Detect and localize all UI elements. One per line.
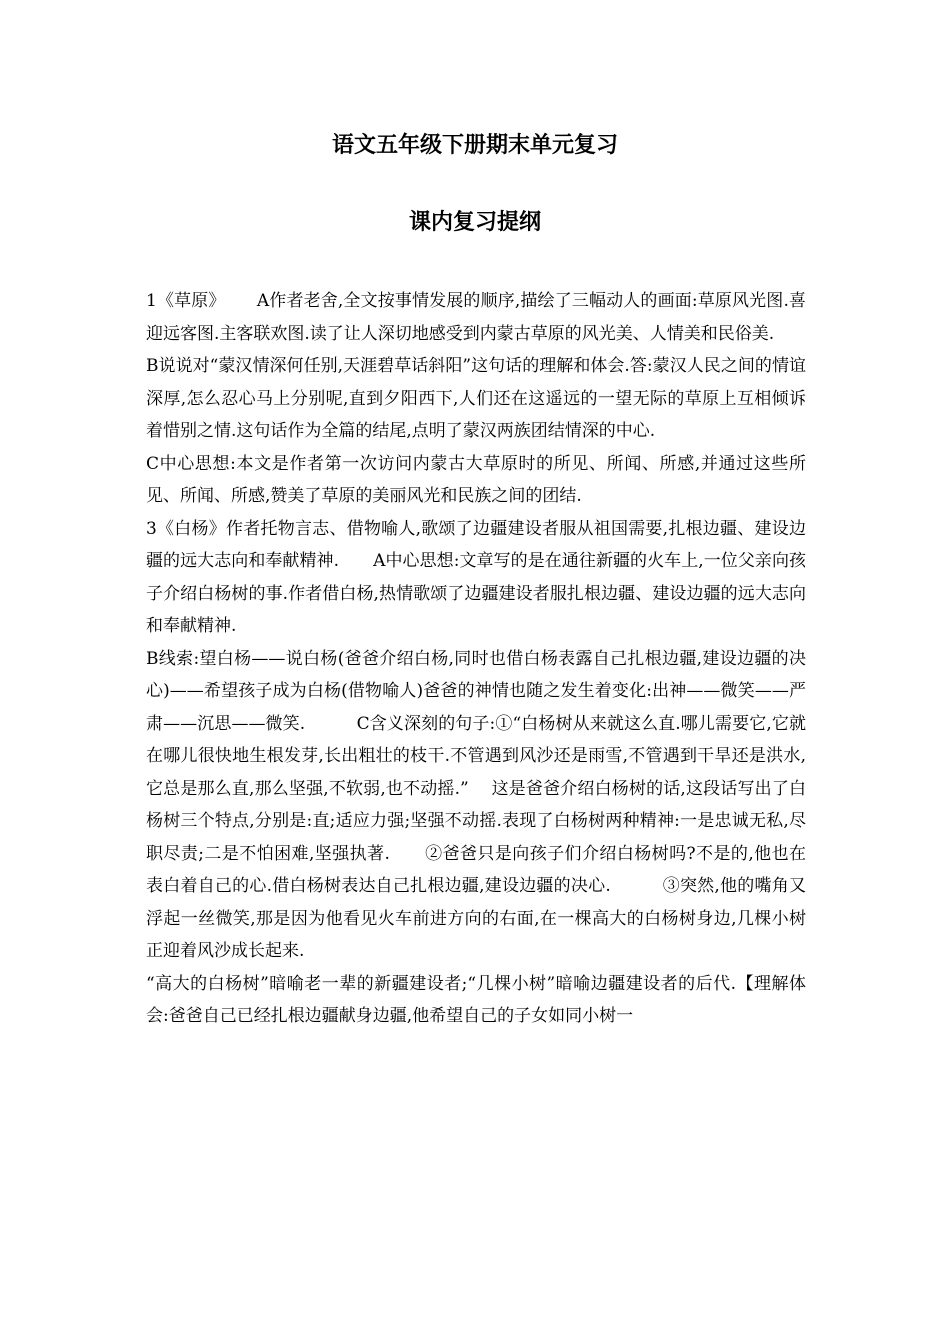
- paragraph-baiyang-c: “高大的白杨树”暗喻老一辈的新疆建设者;“几棵小树”暗喻边疆建设者的后代.【理解体会:爸爸自己已经扎根边疆献身边疆,他希望自己的子女如同小树一: [146, 973, 806, 1026]
- page-title: 语文五年级下册期末单元复习: [331, 133, 618, 158]
- paragraph-baiyang-a: 3《白杨》作者托物言志、借物喻人,歌颂了边疆建设者服从祖国需要,扎根边疆、建设边疆的远大志向和奉献精神. A中心思想:文章写的是在通往新疆的火车上,一位父亲向孩子介绍白杨树的事.作者借白杨,热情歌颂了边疆建设者服扎根边疆、建设边疆的远大志向和奉献精神.: [146, 518, 806, 636]
- paragraph-caoyuan-b: B说说对“蒙汉情深何任别,天涯碧草话斜阳”这句话的理解和体会.答:蒙汉人民之间的情谊深厚,怎么忍心马上分别呢,直到夕阳西下,人们还在这遥远的一望无际的草原上互相倾诉着惜别之情.这句话作为全篇的结尾,点明了蒙汉两族团结情深的中心.: [146, 356, 806, 441]
- document-body: [146, 285, 806, 1033]
- page-subtitle: 课内复习提纲: [408, 210, 541, 235]
- paragraph-baiyang-b: B线索:望白杨——说白杨(爸爸介绍白杨,同时也借白杨表露自己扎根边疆,建设边疆的决心)——希望孩子成为白杨(借物喻人)爸爸的神情也随之发生着变化:出神——微笑——严肃——沉思——微笑. C含义深刻的句子:①“白杨树从来就这么直.哪儿需要它,它就在哪儿很快地生根发芽,长出粗壮的枝干.不管遇到风沙还是雨雪,不管遇到干旱还是洪水,它总是那么直,那么坚强,不软弱,也不动摇.” 这是爸爸介绍白杨树的话,这段话写出了白杨树三个特点,分别是:直;适应力强;坚强不动摇.表现了白杨树两种精神:一是忠诚无私,尽职尽责;二是不怕困难,坚强执著. ②爸爸只是向孩子们介绍白杨树吗?不是的,他也在表白着自己的心.借白杨树表达自己扎根边疆,建设边疆的决心. ③突然,他的嘴角又浮起一丝微笑,那是因为他看见火车前进方向的右面,在一棵高大的白杨树身边,几棵小树正迎着风沙成长起来.: [146, 648, 806, 961]
- paragraph-caoyuan-c: C中心思想:本文是作者第一次访问内蒙古大草原时的所见、所闻、所感,并通过这些所见、所闻、所感,赞美了草原的美丽风光和民族之间的团结.: [146, 453, 806, 506]
- paragraph-caoyuan-a: 1《草原》 A作者老舍,全文按事情发展的顺序,描绘了三幅动人的画面:草原风光图.喜迎远客图.主客联欢图.读了让人深切地感受到内蒙古草原的风光美、人情美和民俗美.: [146, 291, 806, 344]
